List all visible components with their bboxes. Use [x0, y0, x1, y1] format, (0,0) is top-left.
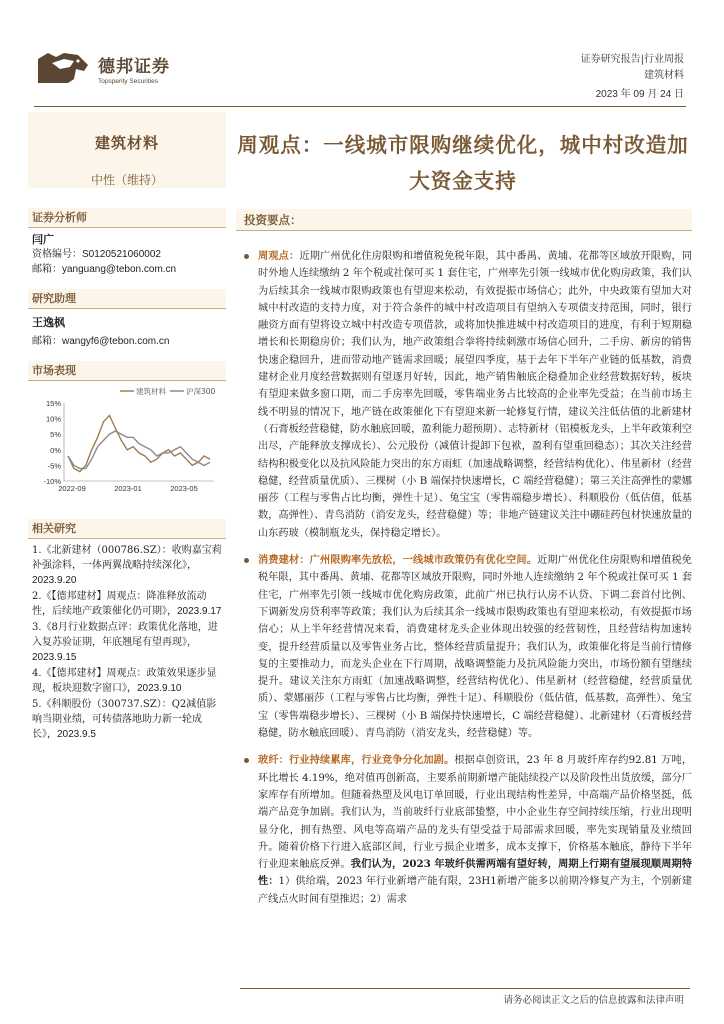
- x-tick-label: 2023-05: [170, 484, 198, 493]
- bullet-icon: [244, 558, 249, 563]
- analyst-email[interactable]: yanguang@tebon.com.cn: [62, 264, 177, 275]
- investment-heading-bar: [236, 209, 692, 231]
- disclaimer-footer: 请务必阅读正文之后的信息披露和法律声明: [503, 995, 684, 1006]
- y-tick-label: 15%: [45, 399, 61, 408]
- related-item-date: 2023.9.15: [32, 652, 77, 663]
- analyst-info: [28, 228, 226, 277]
- related-item-title: 3.《8月行业数据点评：政策优化落地，进入复苏验证期，年底翘尾有望再现》，: [32, 622, 218, 648]
- paragraph-lead: 玻纤：行业持续累库，行业竞争分化加剧。: [258, 754, 455, 767]
- related-item-date: 2023.9.5: [57, 729, 96, 740]
- series-line: [68, 431, 210, 468]
- report-date: 2023 年 09 月 24 日: [595, 89, 684, 100]
- brand-logo: [34, 48, 194, 88]
- sector-box: [28, 112, 226, 188]
- x-tick-label: 2022-09: [58, 484, 86, 493]
- header-divider: [34, 106, 686, 107]
- y-tick-label: 0%: [50, 445, 61, 455]
- assistant-info: [28, 309, 226, 349]
- market-section-title: 市场表现: [28, 361, 226, 381]
- paragraph-continued: 1）供给端，2023 年行业新增产能有限，23H1新增产能多以前期冷修复产为主，个别新建产线点火时间有望推迟；2）需求: [258, 876, 692, 905]
- paragraph-text: 近期广州优化住房限购和增值税免税年限，其中番禺、黄埔、花都等区域放开限购，同时外地人连续缴纳 2 年个税或社保可买 1 套住宅，广州率先引领一线城市优化购房政策，我们认为后续其余一线城市限购政策也有望迎来松动，有效提振市场信心；此外，中央政策有望加大对城中村改造的支持力度，对于符合条件的城中村改造项目有望纳入专项债支持范围，同时，银行融资方面有望将设立城中村改造专项借款，或将加快推进城中村改造项目的进度，有利于短期稳增长和长期稳房价；我们认为，地产政策组合拳将持续刺激市场信心回升，二手房、新房的销售快速企稳回升，进而带动地产链需求回暖；展望四季度，基于去年下半年产业链的低基数，消费建材企业月度经营数据则有望逐月好转，因此，地产销售触底企稳叠加企业经营数据好转，板块有望迎来做多窗口期，而二手房率先回暖，零售端业务占比较高的企业率先受益；在当前市场主线不明显的情况下，地产链在政策催化下有望迎来新一轮修复行情，建议关注低估值的北新建材（石膏板经营稳健，防水触底回暖，盈利能力超预期）、志特新材（铝模板龙头，上半年政策利空出尽，产能释放支撑成长）、公元股份（减值计提卸下包袱，盈利有望重回稳态）；其次关注经营结构积极变化以及抗风险能力突出的东方雨虹（加速战略调整，经营结构优化）、伟星新材（经营稳健，经营质量优质）、三棵树（小 B 端保持快速增长，C 端经营稳健）；第三关注高弹性的蒙娜丽莎（工程与零售占比均衡，弹性十足）、兔宝宝（零售端稳步增长）、科顺股份（低估值，低基数，高弹性）、青鸟消防（消安龙头，经营稳健）等；非地产链建议关注中硼硅药包材快速放量的山东药玻（模制瓶龙头，保持稳定增长）。: [258, 251, 693, 539]
- assistant-section-title: 研究助理: [28, 289, 226, 309]
- paragraph-lead: 消费建材：广州限购率先放松，一线城市政策仍有优化空间。: [258, 554, 538, 567]
- paragraph-glass-fiber: [240, 752, 692, 908]
- email-label: 邮箱：: [32, 264, 62, 275]
- report-header-meta: [581, 52, 684, 103]
- report-sector: 建筑材料: [644, 70, 684, 81]
- cert-label: 资格编号：: [32, 249, 82, 260]
- paragraph-text: 近期广州优化住房限购和增值税免税年限，其中番禺、黄埔、花都等区域放开限购，同时外地人连续缴纳 2 年个税或社保可买 1 套住宅，广州率先引领一线城市优化购房政策，此前广州已执行认房不认贷、下调二套首付比例、下调新发房贷利率等政策；我们认为后续其余一线城市限购政策也有望迎来松动，有效提振市场信心；从上半年经营情况来看，消费建材龙头企业体现出较强的经营韧性，且经营结构加速转变，提升经营质量以及零售业务占比，整体经营质量提升；我们认为，政策催化将是当前行情修复的主要推动力，而龙头企业在下行周期，战略调整能力及抗风险能力突出，市场份额有望继续提升。建议关注东方雨虹（加速战略调整，经营结构优化）、伟星新材（经营稳健，经营质量优质）、蒙娜丽莎（工程与零售占比均衡，弹性十足）、科顺股份（低估值，低基数，高弹性）、兔宝宝（零售端稳步增长）、三棵树（小 B 端保持快速增长，C 端经营稳健）、北新建材（石膏板经营稳健，防水触底回暖）、青鸟消防（消安龙头，经营稳健）等。: [258, 555, 692, 740]
- bullet-icon: [244, 254, 249, 259]
- related-item[interactable]: [32, 543, 222, 588]
- brand-name-cn: 德邦证券: [98, 56, 170, 77]
- report-title: 周观点：一线城市限购继续优化，城中村改造加大资金支持: [237, 133, 689, 193]
- paragraph-consumer-materials: [240, 552, 692, 742]
- sidebar: [28, 112, 226, 743]
- related-item[interactable]: [32, 589, 222, 619]
- y-tick-label: 10%: [45, 414, 61, 424]
- related-item-title: 1.《北新建材（000786.SZ）：收购嘉宝莉补强涂料，一体两翼战略持续深化》，: [32, 545, 222, 571]
- sector-rating: 中性（维持）: [90, 173, 163, 187]
- market-chart-svg: [28, 381, 226, 493]
- analyst-section-title: 证券分析师: [28, 208, 226, 228]
- legend-label: 建筑材料: [136, 387, 166, 396]
- related-list: [28, 539, 226, 742]
- paragraph-weekly-view: [240, 248, 692, 542]
- bullet-icon: [244, 758, 249, 763]
- assistant-email[interactable]: wangyf6@tebon.com.cn: [62, 336, 170, 347]
- y-tick-label: 5%: [50, 430, 61, 440]
- paragraph-emphasis: 我们认为，2023 年玻纤供需两端有望好转，周期上行期有望展现顺周期特性：: [258, 858, 692, 888]
- footer-divider: [240, 988, 690, 989]
- report-body: [240, 248, 692, 918]
- email-label: 邮箱：: [32, 336, 62, 347]
- related-item-date: 2023.9.17: [177, 606, 222, 617]
- related-item-date: 2023.9.10: [137, 683, 182, 694]
- sector-name: 建筑材料: [94, 134, 159, 152]
- assistant-name: 王逸枫: [32, 316, 65, 329]
- related-item-title: 5.《科顺股份（300737.SZ）：Q2减值影响当期业绩，可转债落地助力新一轮成长》，: [32, 699, 217, 740]
- paragraph-lead: 周观点：: [258, 250, 300, 262]
- related-item-title: 2.《【德邦建材】周观点：降准释放流动性，后续地产政策催化仍可期》，: [32, 591, 207, 617]
- market-chart: [28, 381, 226, 491]
- related-section-title: 相关研究: [28, 519, 226, 539]
- y-tick-label: -10%: [43, 477, 61, 486]
- related-item-date: 2023.9.20: [32, 575, 77, 586]
- report-type: 证券研究报告|行业周报: [580, 54, 684, 65]
- related-item[interactable]: [32, 666, 222, 696]
- related-item[interactable]: [32, 620, 222, 665]
- legend-label: 沪深300: [186, 387, 216, 396]
- analyst-name: 闫广: [32, 233, 54, 246]
- y-tick-label: -5%: [47, 461, 61, 471]
- x-tick-label: 2023-01: [114, 484, 142, 493]
- related-item-title: 4.《【德邦建材】周观点：政策效果逐步显现，板块迎数字窗口》，: [32, 668, 217, 694]
- investment-heading: 投资要点：: [244, 213, 302, 227]
- tebon-logo-icon: [34, 49, 92, 87]
- paragraph-text: 根据卓创资讯，23 年 8 月玻纤库存约92.81 万吨，环比增长 4.19%，绝对值再创新高，主要系前期新增产能陆续投产以及阶段性出货放缓，部分厂家库存有所增加。但随着热塑及风电订单回暖，行业出现结构性差异，中高端产品价格坚挺，低端产品竞争加剧。我们认为，当前玻纤行业底部蛰整，中小企业生存空间持续压缩，行业出现明显分化，拥有热塑、风电等高端产品的龙头有望受益于局部需求回暖，率先实现销量及业绩回升。随着价格下行进入底部区间，行业亏损企业增多，成本支撑下，价格基本触底，静待下半年行业迎来触底反弹。: [258, 755, 693, 871]
- related-item[interactable]: [32, 697, 222, 742]
- cert-number: S0120521060002: [82, 249, 161, 260]
- brand-name-en: Topsperity Securities: [98, 77, 158, 85]
